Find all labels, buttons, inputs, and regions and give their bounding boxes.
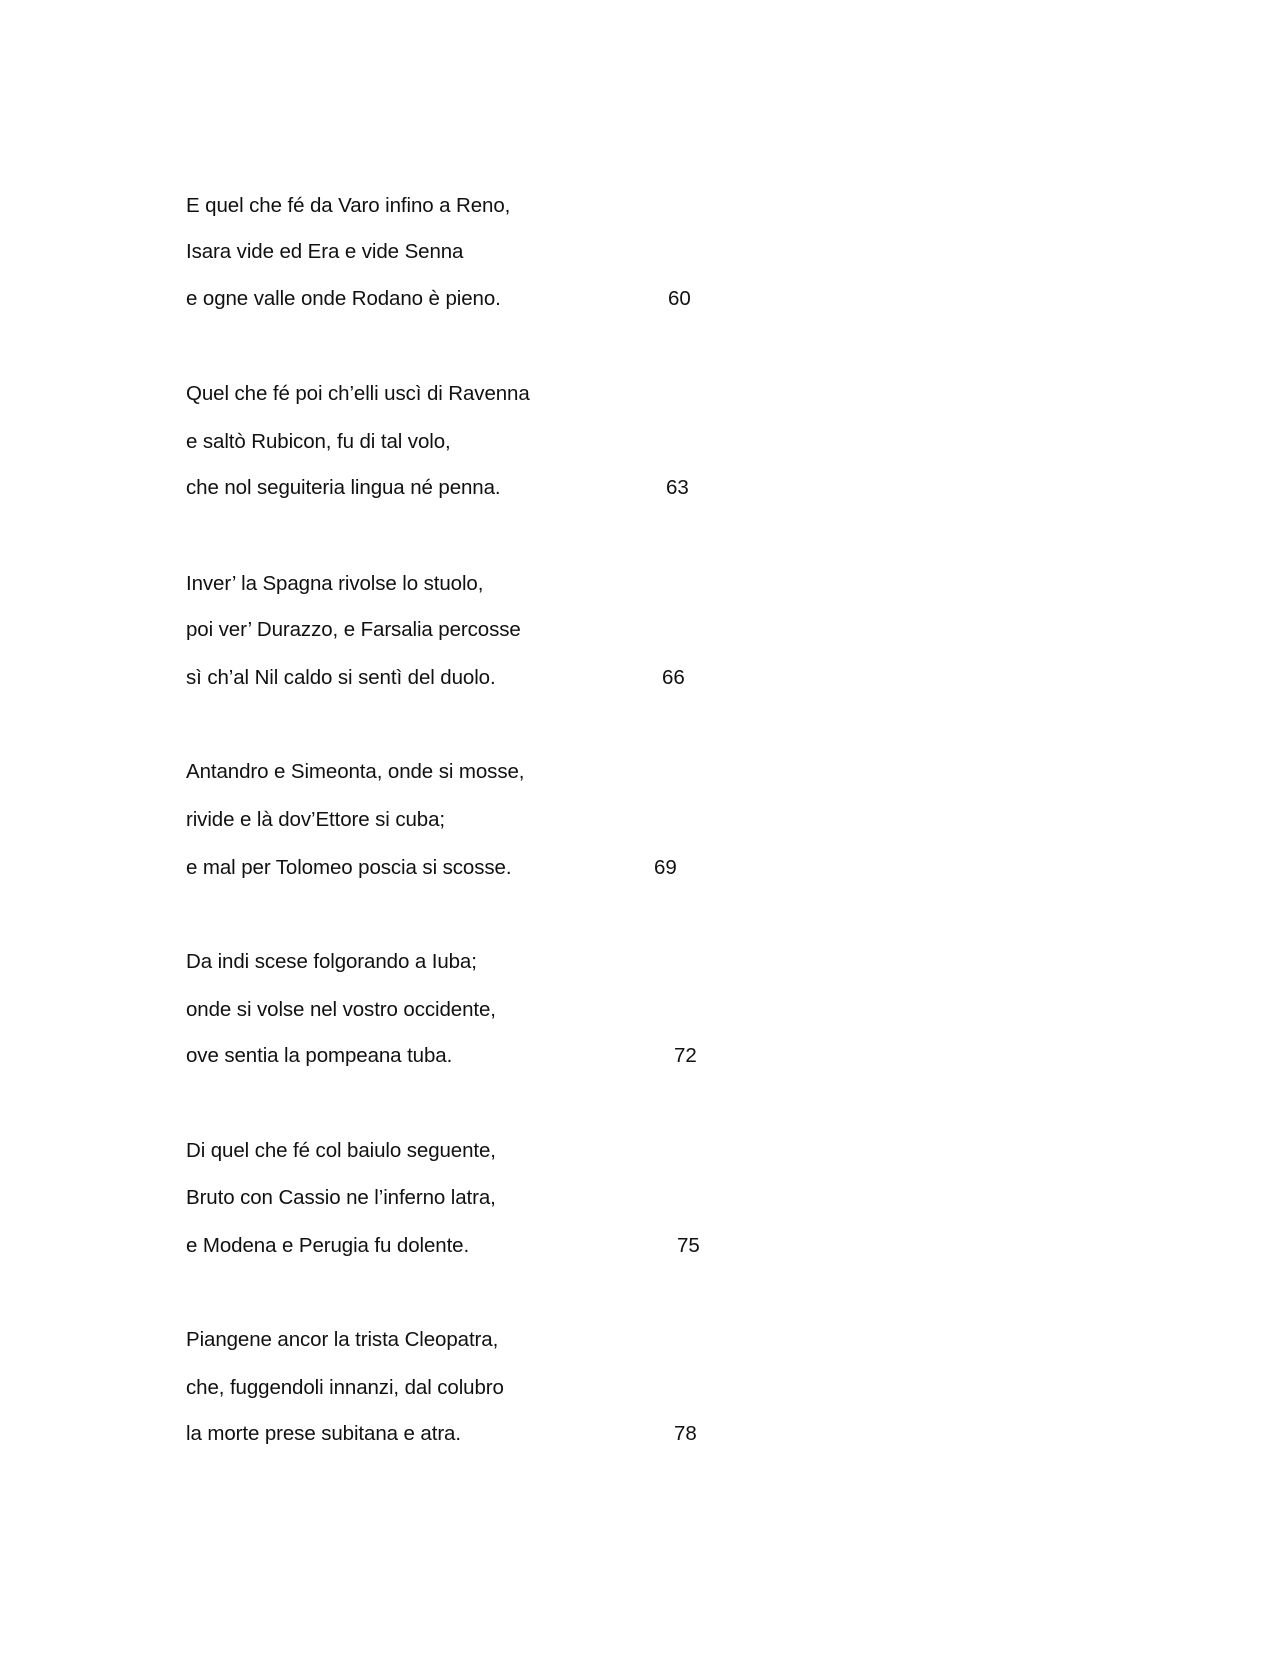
verse-line: e ogne valle onde Rodano è pieno. [186, 287, 501, 310]
verse-line: che nol seguiteria lingua né penna. [186, 476, 501, 499]
verse-line: Antandro e Simeonta, onde si mosse, [186, 760, 525, 783]
verse-line: Piangene ancor la trista Cleopatra, [186, 1328, 499, 1351]
verse-line: Bruto con Cassio ne l’inferno latra, [186, 1186, 496, 1209]
verse-line: E quel che fé da Varo infino a Reno, [186, 194, 511, 217]
verse-line: e Modena e Perugia fu dolente. [186, 1234, 470, 1257]
verse-line: Isara vide ed Era e vide Senna [186, 240, 464, 263]
verse-line: ove sentia la pompeana tuba. [186, 1044, 453, 1067]
verse-line: Di quel che fé col baiulo seguente, [186, 1139, 496, 1162]
verse-line: sì ch’al Nil caldo si sentì del duolo. [186, 666, 496, 689]
verse-line: Inver’ la Spagna rivolse lo stuolo, [186, 572, 484, 595]
line-number: 69 [654, 856, 677, 879]
verse-line: e mal per Tolomeo poscia si scosse. [186, 856, 512, 879]
line-number: 72 [674, 1044, 697, 1067]
verse-line: e saltò Rubicon, fu di tal volo, [186, 430, 451, 453]
verse-line: che, fuggendoli innanzi, dal colubro [186, 1376, 504, 1399]
line-number: 78 [674, 1422, 697, 1445]
verse-line: Quel che fé poi ch’elli uscì di Ravenna [186, 382, 530, 405]
line-number: 60 [668, 287, 691, 310]
verse-line: la morte prese subitana e atra. [186, 1422, 461, 1445]
line-number: 66 [662, 666, 685, 689]
verse-line: rivide e là dov’Ettore si cuba; [186, 808, 445, 831]
line-number: 63 [666, 476, 689, 499]
verse-line: onde si volse nel vostro occidente, [186, 998, 496, 1021]
verse-line: Da indi scese folgorando a Iuba; [186, 950, 477, 973]
verse-line: poi ver’ Durazzo, e Farsalia percosse [186, 618, 521, 641]
line-number: 75 [677, 1234, 700, 1257]
